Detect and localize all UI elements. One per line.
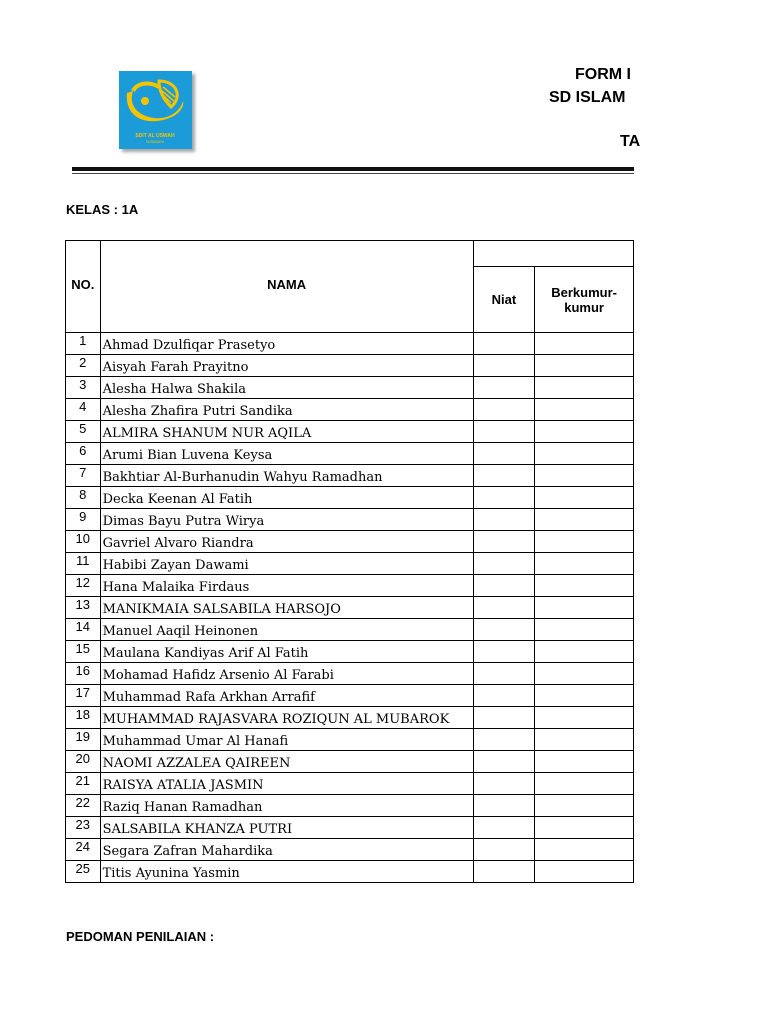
- table-row: [66, 839, 634, 861]
- student-name: Titis Ayunina Yasmin: [100, 861, 473, 883]
- logo-text-top: SDIT AL USWAH: [135, 133, 175, 139]
- berkumur-cell[interactable]: [535, 421, 634, 443]
- row-number: 5: [66, 421, 101, 443]
- table-row: [66, 421, 634, 443]
- row-number: 24: [66, 839, 101, 861]
- row-number: 22: [66, 795, 101, 817]
- niat-cell[interactable]: [473, 355, 535, 377]
- column-header-no: NO.: [66, 241, 101, 333]
- row-number: 13: [66, 597, 101, 619]
- table-row: [66, 355, 634, 377]
- column-header-niat: Niat: [473, 267, 535, 333]
- niat-cell[interactable]: [473, 861, 535, 883]
- berkumur-cell[interactable]: [535, 487, 634, 509]
- table-row: [66, 509, 634, 531]
- berkumur-cell[interactable]: [535, 509, 634, 531]
- student-name: Habibi Zayan Dawami: [100, 553, 473, 575]
- berkumur-cell[interactable]: [535, 795, 634, 817]
- student-name: MANIKMAIA SALSABILA HARSOJO: [100, 597, 473, 619]
- berkumur-cell[interactable]: [535, 597, 634, 619]
- niat-cell[interactable]: [473, 751, 535, 773]
- niat-cell[interactable]: [473, 685, 535, 707]
- niat-cell[interactable]: [473, 663, 535, 685]
- berkumur-cell[interactable]: [535, 839, 634, 861]
- row-number: 8: [66, 487, 101, 509]
- student-name: Bakhtiar Al-Burhanudin Wahyu Ramadhan: [100, 465, 473, 487]
- table-row: [66, 663, 634, 685]
- column-group-header: [473, 241, 633, 267]
- table-row: [66, 707, 634, 729]
- berkumur-line1: Berkumur-: [551, 284, 617, 300]
- form-title-line1: FORM I: [575, 66, 631, 83]
- niat-cell[interactable]: [473, 421, 535, 443]
- berkumur-cell[interactable]: [535, 355, 634, 377]
- row-number: 2: [66, 355, 101, 377]
- student-name: Aisyah Farah Prayitno: [100, 355, 473, 377]
- student-name: Alesha Halwa Shakila: [100, 377, 473, 399]
- row-number: 15: [66, 641, 101, 663]
- row-number: 3: [66, 377, 101, 399]
- form-title-line3: TA: [620, 133, 641, 150]
- niat-cell[interactable]: [473, 333, 535, 355]
- berkumur-line2: kumur: [564, 299, 604, 315]
- table-row: [66, 597, 634, 619]
- niat-cell[interactable]: [473, 575, 535, 597]
- berkumur-cell[interactable]: [535, 663, 634, 685]
- table-row: [66, 553, 634, 575]
- row-number: 10: [66, 531, 101, 553]
- niat-cell[interactable]: [473, 817, 535, 839]
- niat-cell[interactable]: [473, 597, 535, 619]
- logo-text-bottom: SURABAYA: [145, 140, 165, 144]
- student-name: Raziq Hanan Ramadhan: [100, 795, 473, 817]
- school-logo: [119, 71, 192, 149]
- berkumur-cell[interactable]: [535, 443, 634, 465]
- row-number: 1: [66, 333, 101, 355]
- row-number: 16: [66, 663, 101, 685]
- niat-cell[interactable]: [473, 795, 535, 817]
- row-number: 20: [66, 751, 101, 773]
- student-name: MUHAMMAD RAJASVARA ROZIQUN AL MUBAROK: [100, 707, 473, 729]
- row-number: 11: [66, 553, 101, 575]
- row-number: 21: [66, 773, 101, 795]
- table-row: [66, 531, 634, 553]
- berkumur-cell[interactable]: [535, 641, 634, 663]
- student-name: NAOMI AZZALEA QAIREEN: [100, 751, 473, 773]
- berkumur-cell[interactable]: [535, 861, 634, 883]
- berkumur-cell[interactable]: [535, 399, 634, 421]
- niat-cell[interactable]: [473, 399, 535, 421]
- column-header-nama: NAMA: [100, 241, 473, 333]
- table-row: [66, 817, 634, 839]
- student-name: ALMIRA SHANUM NUR AQILA: [100, 421, 473, 443]
- niat-cell[interactable]: [473, 443, 535, 465]
- berkumur-cell[interactable]: [535, 465, 634, 487]
- table-row: [66, 487, 634, 509]
- student-name: Muhammad Umar Al Hanafi: [100, 729, 473, 751]
- class-label: KELAS : 1A: [66, 202, 139, 217]
- niat-cell[interactable]: [473, 487, 535, 509]
- berkumur-cell[interactable]: [535, 685, 634, 707]
- row-number: 9: [66, 509, 101, 531]
- niat-cell[interactable]: [473, 773, 535, 795]
- row-number: 14: [66, 619, 101, 641]
- column-header-berkumur: [535, 267, 634, 333]
- assessment-guide-label: PEDOMAN PENILAIAN :: [66, 929, 215, 944]
- table-row: [66, 575, 634, 597]
- berkumur-cell[interactable]: [535, 817, 634, 839]
- student-table: [65, 240, 634, 883]
- row-number: 18: [66, 707, 101, 729]
- niat-cell[interactable]: [473, 553, 535, 575]
- student-name: Decka Keenan Al Fatih: [100, 487, 473, 509]
- table-row: [66, 399, 634, 421]
- student-name: RAISYA ATALIA JASMIN: [100, 773, 473, 795]
- student-name: Gavriel Alvaro Riandra: [100, 531, 473, 553]
- row-number: 4: [66, 399, 101, 421]
- row-number: 25: [66, 861, 101, 883]
- berkumur-cell[interactable]: [535, 773, 634, 795]
- berkumur-cell[interactable]: [535, 553, 634, 575]
- niat-cell[interactable]: [473, 465, 535, 487]
- berkumur-cell[interactable]: [535, 531, 634, 553]
- table-row: [66, 333, 634, 355]
- row-number: 7: [66, 465, 101, 487]
- table-row: [66, 443, 634, 465]
- niat-cell[interactable]: [473, 619, 535, 641]
- student-name: Arumi Bian Luvena Keysa: [100, 443, 473, 465]
- niat-cell[interactable]: [473, 377, 535, 399]
- student-name: Muhammad Rafa Arkhan Arrafif: [100, 685, 473, 707]
- berkumur-cell[interactable]: [535, 729, 634, 751]
- niat-cell[interactable]: [473, 729, 535, 751]
- table-row: [66, 619, 634, 641]
- berkumur-cell[interactable]: [535, 707, 634, 729]
- row-number: 19: [66, 729, 101, 751]
- berkumur-cell[interactable]: [535, 751, 634, 773]
- student-name: Ahmad Dzulfiqar Prasetyo: [100, 333, 473, 355]
- student-name: Hana Malaika Firdaus: [100, 575, 473, 597]
- table-body: [66, 333, 634, 883]
- student-name: Alesha Zhafira Putri Sandika: [100, 399, 473, 421]
- row-number: 17: [66, 685, 101, 707]
- row-number: 12: [66, 575, 101, 597]
- student-name: Manuel Aaqil Heinonen: [100, 619, 473, 641]
- niat-cell[interactable]: [473, 839, 535, 861]
- table-row: [66, 751, 634, 773]
- berkumur-cell[interactable]: [535, 619, 634, 641]
- header-divider-thick: [72, 167, 634, 171]
- table-row: [66, 465, 634, 487]
- row-number: 6: [66, 443, 101, 465]
- table-row: [66, 685, 634, 707]
- table-row: [66, 773, 634, 795]
- table-row: [66, 377, 634, 399]
- niat-cell[interactable]: [473, 531, 535, 553]
- form-title-line2: SD ISLAM: [549, 89, 626, 106]
- berkumur-cell[interactable]: [535, 377, 634, 399]
- student-name: Maulana Kandiyas Arif Al Fatih: [100, 641, 473, 663]
- student-name: Mohamad Hafidz Arsenio Al Farabi: [100, 663, 473, 685]
- berkumur-cell[interactable]: [535, 575, 634, 597]
- niat-cell[interactable]: [473, 641, 535, 663]
- student-name: Dimas Bayu Putra Wirya: [100, 509, 473, 531]
- table-row: [66, 861, 634, 883]
- student-name: SALSABILA KHANZA PUTRI: [100, 817, 473, 839]
- student-name: Segara Zafran Mahardika: [100, 839, 473, 861]
- row-number: 23: [66, 817, 101, 839]
- table-row: [66, 729, 634, 751]
- header-divider-thin: [72, 173, 634, 174]
- berkumur-cell[interactable]: [535, 333, 634, 355]
- table-row: [66, 641, 634, 663]
- niat-cell[interactable]: [473, 707, 535, 729]
- niat-cell[interactable]: [473, 509, 535, 531]
- table-row: [66, 795, 634, 817]
